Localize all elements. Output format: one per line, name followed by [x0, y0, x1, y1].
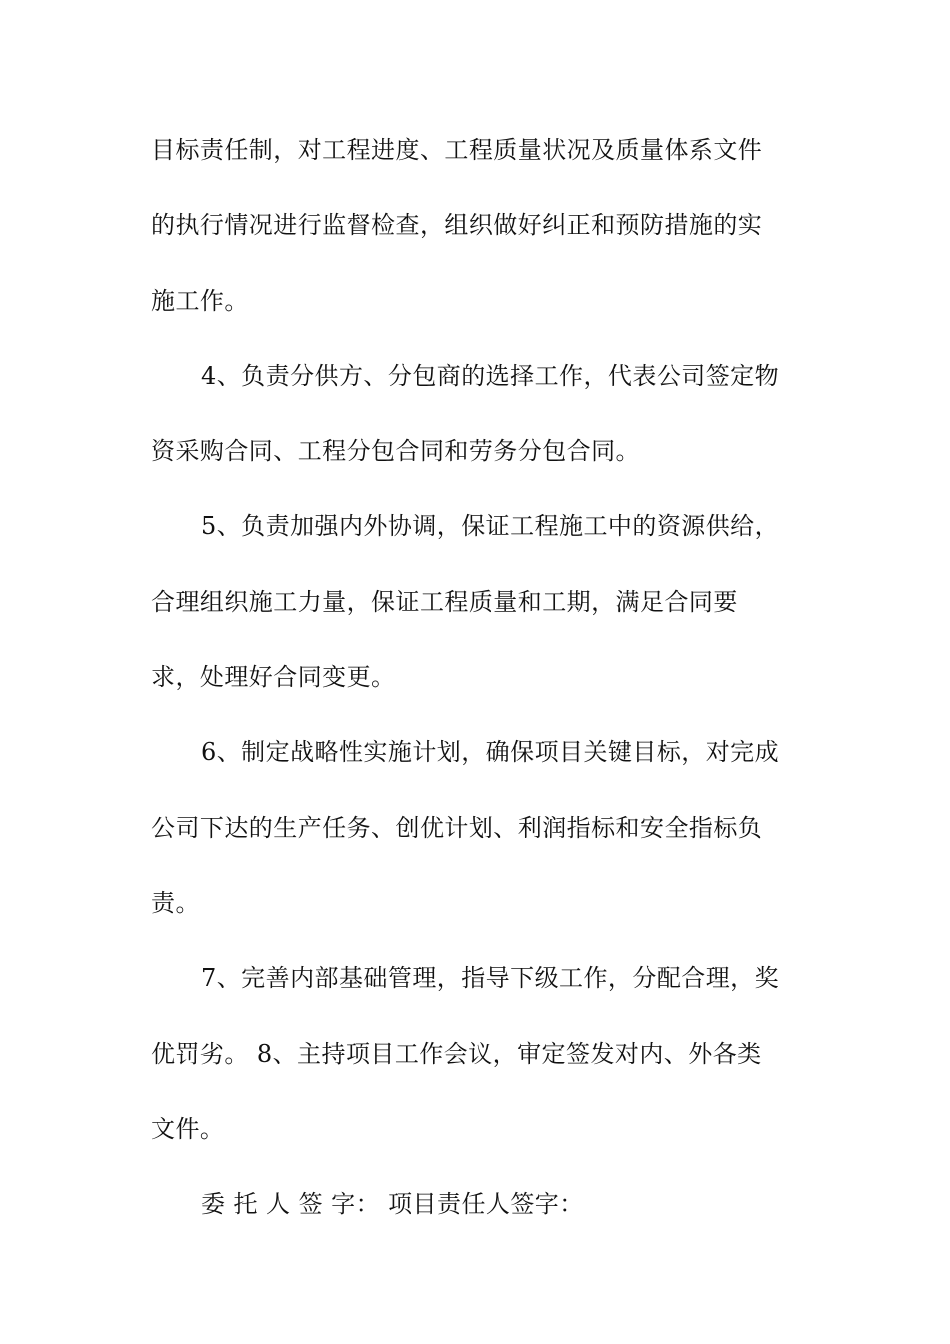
text-line-item-4: 4、负责分供方、分包商的选择工作，代表公司签定物 [201, 361, 780, 390]
text-line: 公司下达的生产任务、创优计划、利润指标和安全指标负 [151, 813, 763, 842]
text-line: 求，处理好合同变更。 [151, 663, 396, 692]
text-line: 优罚劣。 8、主持项目工作会议，审定签发对内、外各类 [151, 1039, 762, 1068]
text-line: 责。 [151, 888, 200, 917]
signature-line: 委 托 人 签 字： 项目责任人签字： [201, 1190, 584, 1219]
text-line: 施工作。 [151, 286, 249, 315]
text-line-item-5: 5、负责加强内外协调，保证工程施工中的资源供给， [201, 512, 780, 541]
text-line: 目标责任制，对工程进度、工程质量状况及质量体系文件 [151, 136, 763, 164]
text-line: 合理组织施工力量，保证工程质量和工期，满足合同要 [151, 587, 738, 616]
text-line: 文件。 [151, 1114, 225, 1143]
text-line: 资采购合同、工程分包合同和劳务分包合同。 [151, 437, 640, 466]
text-line-item-6: 6、制定战略性实施计划，确保项目关键目标，对完成 [201, 738, 780, 767]
document-body [151, 124, 811, 1253]
text-line: 的执行情况进行监督检查，组织做好纠正和预防措施的实 [151, 211, 763, 240]
text-line-item-7: 7、完善内部基础管理，指导下级工作，分配合理，奖 [201, 964, 780, 993]
